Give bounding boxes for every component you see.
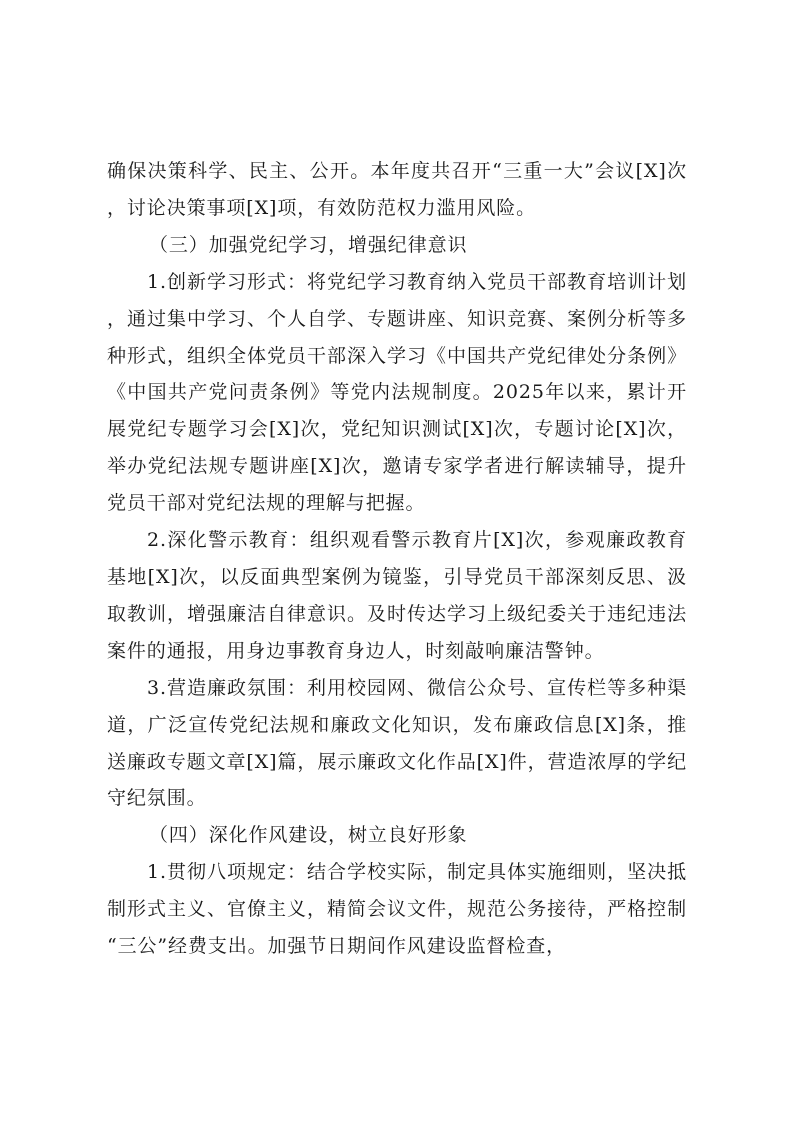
document-body [107,153,687,965]
paragraph-warning-education: 2.深化警示教育：组织观看警示教育片[X]次，参观廉政教育基地[X]次，以反面典型案例为镜鉴，引导党员干部深刻反思、汲取教训，增强廉洁自律意识。及时传达学习上级纪委关于违纪违法案件的通报，用身边事教育身边人，时刻敲响廉洁警钟。 [107,529,687,662]
section-heading-3: （三）加强党纪学习，增强纪律意识 [149,233,468,256]
paragraph-study-form: 1.创新学习形式：将党纪学习教育纳入党员干部教育培训计划，通过集中学习、个人自学、专题讲座、知识竞赛、案例分析等多种形式，组织全体党员干部深入学习《中国共产党纪律处分条例》《中国共产党问责条例》等党内法规制度。2025年以来，累计开展党纪专题学习会[X]次，党纪知识测试[X]次，专题讨论[X]次，举办党纪法规专题讲座[X]次，邀请专家学者进行解读辅导，提升党员干部对党纪法规的理解与把握。 [107,270,687,515]
paragraph-eight-rules: 1.贯彻八项规定：结合学校实际，制定具体实施细则，坚决抵制形式主义、官僚主义，精简会议文件，规范公务接待，严格控制“三公”经费支出。加强节日期间作风建设监督检查， [107,861,687,958]
paragraph-continuation: 确保决策科学、民主、公开。本年度共召开“三重一大”会议[X]次，讨论决策事项[X]项，有效防范权力滥用风险。 [107,160,687,219]
paragraph-integrity-atmosphere: 3.营造廉政氛围：利用校园网、微信公众号、宣传栏等多种渠道，广泛宣传党纪法规和廉政文化知识，发布廉政信息[X]条，推送廉政专题文章[X]篇，展示廉政文化作品[X]件，营造浓厚的学纪守纪氛围。 [107,676,687,810]
section-heading-4: （四）深化作风建设，树立良好形象 [149,824,468,847]
